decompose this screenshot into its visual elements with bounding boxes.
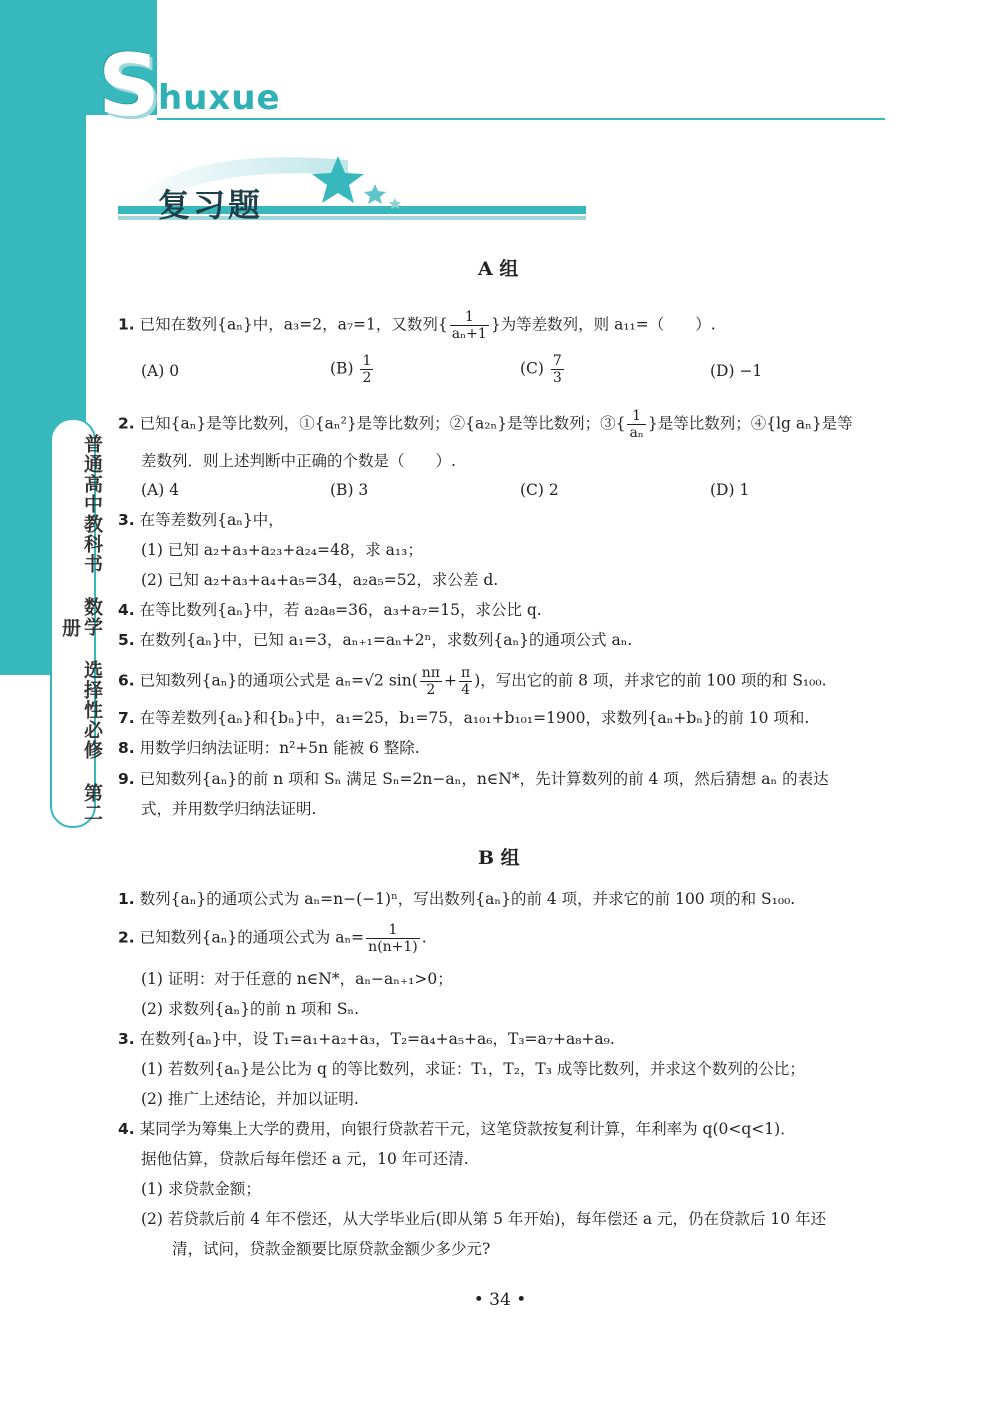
page-number: • 34 • [473, 1290, 527, 1310]
question-b2-part2: (2) 求数列{aₙ}的前 n 项和 Sₙ. [141, 1000, 360, 1018]
header-rule [157, 118, 885, 120]
option-b: (B) $\frac{1}{2}$ [330, 353, 372, 386]
group-a-heading: A 组 [478, 258, 519, 280]
question-a3-part1: (1) 已知 a₂+a₃+a₂₃+a₂₄=48，求 a₁₃； [141, 541, 423, 559]
option-c: (C) $\frac{7}{3}$ [520, 353, 562, 386]
group-b-heading: B 组 [478, 847, 520, 869]
question-b4-line2: 据他估算，贷款后每年偿还 a 元，10 年可还清. [141, 1150, 469, 1168]
question-b2-part1: (1) 证明：对于任意的 n∈N*，aₙ−aₙ₊₁>0； [141, 970, 453, 988]
option-a: (A) 0 [141, 362, 180, 380]
book-title-vertical: 普通高中教科书 数学 选择性必修 第二册 [59, 433, 103, 823]
option-b: (B) 3 [330, 481, 369, 499]
question-b4-part2: (2) 若贷款后前 4 年不偿还，从大学毕业后(即从第 5 年开始)，每年偿还 a 元，仍在贷款后 10 年还 [141, 1210, 827, 1228]
question-a5: 5. 在数列{aₙ}中，已知 a₁=3，aₙ₊₁=aₙ+2ⁿ，求数列{aₙ}的通项公式 aₙ. [118, 631, 633, 649]
question-a1: 1. 已知在数列{aₙ}中，a₃=2，a₇=1，又数列{ $\frac{1}{\text{aₙ+1}}$ }为等差数列，则 a₁₁=（ ）. [118, 309, 716, 342]
question-b3-part1: (1) 若数列{aₙ}是公比为 q 的等比数列，求证：T₁，T₂，T₃ 成等比数列，并求这个数列的公比； [141, 1060, 805, 1078]
option-d: (D) −1 [710, 362, 763, 380]
question-b4-part1: (1) 求贷款金额； [141, 1180, 261, 1198]
question-a3-part2: (2) 已知 a₂+a₃+a₄+a₅=34，a₂a₅=52，求公差 d. [141, 571, 499, 589]
question-b2: 2. 已知数列{aₙ}的通项公式为 aₙ= $\frac{1}{n(n+1)}$ . [118, 922, 427, 955]
fraction: $\frac{1}{\text{aₙ+1}}$ [451, 309, 487, 342]
question-b1: 1. 数列{aₙ}的通项公式为 aₙ=n−(−1)ⁿ，写出数列{aₙ}的前 4 项，并求它的前 100 项的和 S₁₀₀. [118, 890, 796, 908]
question-a3: 3. 在等差数列{aₙ}中， [118, 511, 284, 529]
question-a8: 8. 用数学归纳法证明：n²+5n 能被 6 整除. [118, 739, 420, 757]
question-b4: 4. 某同学为筹集上大学的费用，向银行贷款若干元，这笔贷款按复利计算，年利率为 q(0<q<1)． [118, 1120, 796, 1138]
question-b3-part2: (2) 推广上述结论，并加以证明. [141, 1090, 359, 1108]
question-a9: 9. 已知数列{aₙ}的前 n 项和 Sₙ 满足 Sₙ=2n−aₙ，n∈N*，先计算数列的前 4 项，然后猜想 aₙ 的表达 [118, 770, 829, 788]
question-a2: 2. 已知{aₙ}是等比数列，①{aₙ²}是等比数列；②{a₂ₙ}是等比数列；③{ $\frac{1}{\text{aₙ}}$ }是等比数列；④{lg aₙ}是等 [118, 408, 853, 441]
logo-text: huxue [158, 78, 281, 118]
question-a6: 6. 已知数列{aₙ}的通项公式是 aₙ=√2 sin( $\frac{n\pi}{2}$ + $\frac{\pi}{4}$ )，写出它的前 8 项，并求它的前 100 项的和 S₁₀₀. [118, 665, 827, 698]
small-star-icon [364, 184, 386, 204]
option-d: (D) 1 [710, 481, 750, 499]
option-a: (A) 4 [141, 481, 180, 499]
question-a4: 4. 在等比数列{aₙ}中，若 a₂a₈=36，a₃+a₇=15，求公比 q. [118, 601, 542, 619]
question-a7: 7. 在等差数列{aₙ}和{bₙ}中，a₁=25，b₁=75，a₁₀₁+b₁₀₁=1900，求数列{aₙ+bₙ}的前 10 项和. [118, 709, 810, 727]
book-side-tab [50, 418, 103, 828]
question-b4-part2-line2: 清，试问，贷款金额要比原贷款金额少多少元? [172, 1240, 491, 1258]
logo-letter-s: S [98, 36, 160, 136]
question-a9-line2: 式，并用数学归纳法证明. [141, 800, 317, 818]
question-b3: 3. 在数列{aₙ}中，设 T₁=a₁+a₂+a₃，T₂=a₄+a₅+a₆，T₃=a₇+a₈+a₉. [118, 1030, 615, 1048]
option-c: (C) 2 [520, 481, 559, 499]
question-a2-line2: 差数列．则上述判断中正确的个数是（ ）. [141, 452, 456, 470]
section-title: 复习题 [158, 186, 264, 224]
